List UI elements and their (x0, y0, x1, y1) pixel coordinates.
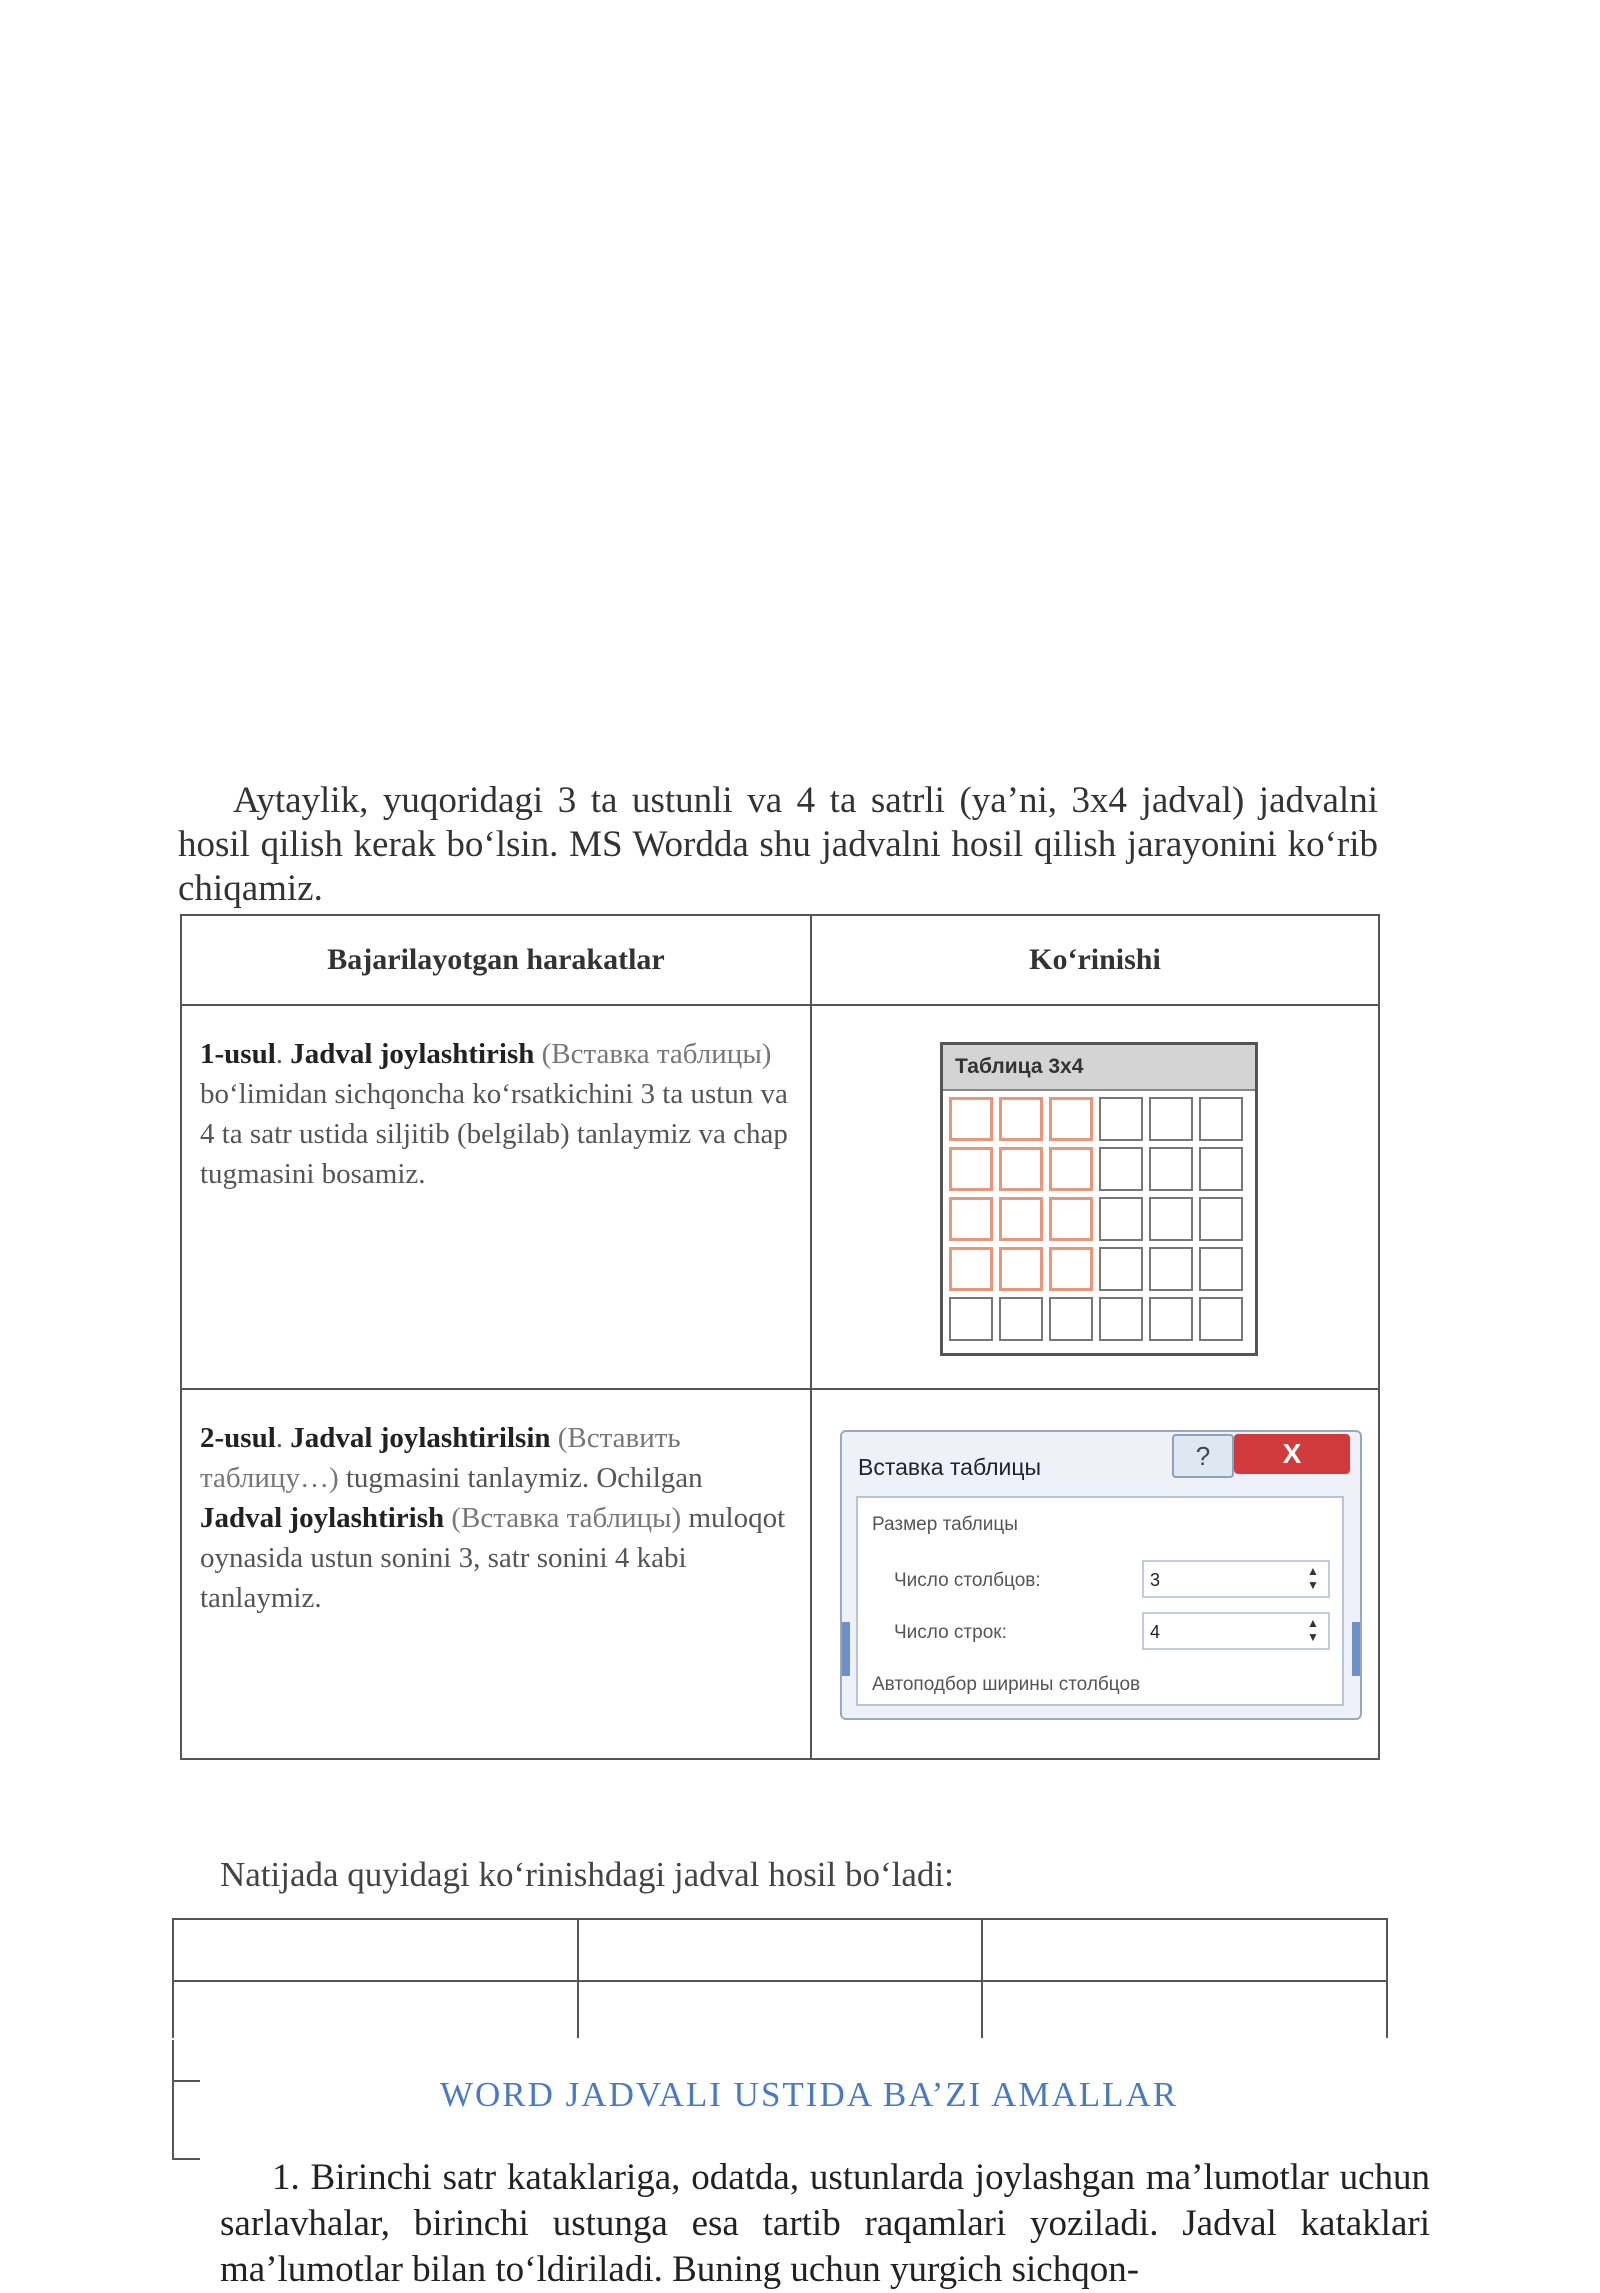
method-2-sep: . (275, 1422, 291, 1454)
grid-cell[interactable] (1199, 1247, 1243, 1291)
grid-cell[interactable] (1199, 1297, 1243, 1341)
method-1-view-cell (811, 1005, 1379, 1389)
grid-cell[interactable] (1099, 1147, 1143, 1191)
grid-cell[interactable] (999, 1147, 1043, 1191)
result-table-cell (173, 1919, 578, 1981)
grid-cell[interactable] (1049, 1097, 1093, 1141)
question-icon[interactable]: ? (1172, 1434, 1234, 1478)
grid-cell[interactable] (999, 1247, 1043, 1291)
grid-cell[interactable] (1099, 1197, 1143, 1241)
grid-cell[interactable] (999, 1297, 1043, 1341)
steps-header-row (181, 915, 1379, 1005)
table-edge-marks (172, 2040, 200, 2160)
table-grid-picker-title: Таблица 3x4 (943, 1045, 1255, 1091)
columns-spinner-icon[interactable]: ▲ ▼ (1307, 1564, 1319, 1592)
method-2-description-cell (181, 1389, 811, 1759)
table-size-label: Размер таблицы (872, 1514, 1018, 1535)
result-table-cell (982, 1919, 1387, 1981)
grid-cell[interactable] (1099, 1297, 1143, 1341)
steps-table (180, 914, 1380, 1760)
table-size-group (856, 1496, 1344, 1706)
grid-cell[interactable] (949, 1297, 993, 1341)
method-2-description (182, 1390, 810, 1618)
method-2-text-1: tugmasini tanlaymiz. Ochilgan (338, 1462, 703, 1494)
grid-cell[interactable] (1049, 1247, 1093, 1291)
insert-table-dialog (840, 1430, 1362, 1720)
grid-cell[interactable] (1149, 1297, 1193, 1341)
result-table-cell (173, 1981, 578, 2043)
result-table-cell (982, 1981, 1387, 2043)
body-paragraph: 1. Birinchi satr kataklariga, odatda, ustunlarda joylashgan ma’lumotlar uchun sarlavhalar, birinchi ustunga esa tartib raqamlari yoziladi. Jadval kataklari ma’lumotlar bilan to‘ldiriladi. Buning uchun yurgich sichqon- (220, 2157, 1430, 2290)
grid-cell[interactable] (1199, 1197, 1243, 1241)
method-1-title: Jadval joylashtirish (290, 1038, 535, 1070)
grid-cell[interactable] (949, 1147, 993, 1191)
grid-cell[interactable] (1199, 1147, 1243, 1191)
autofit-label: Автоподбор ширины столбцов (872, 1674, 1141, 1695)
grid-cell[interactable] (1149, 1247, 1193, 1291)
dialog-edge-left (842, 1622, 850, 1676)
grid-cell[interactable] (949, 1097, 993, 1141)
header-actions: Bajarilayotgan harakatlar (181, 915, 811, 1005)
result-caption: Natijada quyidagi ko‘rinishdagi jadval hosil bo‘ladi: (220, 1855, 954, 1894)
grid-cell[interactable] (1149, 1147, 1193, 1191)
grid-cell[interactable] (1149, 1097, 1193, 1141)
grid-cell[interactable] (1099, 1247, 1143, 1291)
close-icon[interactable]: X (1234, 1434, 1350, 1474)
rows-spinner-icon[interactable]: ▲ ▼ (1307, 1616, 1319, 1644)
grid-cell[interactable] (999, 1197, 1043, 1241)
method-2-view-cell (811, 1389, 1379, 1759)
dialog-title: Вставка таблицы (858, 1454, 1042, 1480)
rows-value: 4 (1150, 1622, 1161, 1642)
grid-cell[interactable] (1099, 1097, 1143, 1141)
columns-label: Число столбцов: (894, 1570, 1041, 1591)
method-1-russian: (Вставка таблицы) (534, 1038, 772, 1070)
result-table-cell (578, 1919, 983, 1981)
method-2-row (181, 1389, 1379, 1759)
method-2-text-2: muloqot oynasida ustun sonini 3, satr sonini 4 kabi tanlaymiz. (200, 1502, 786, 1614)
method-2-russian: (Вставить таблицу…) (200, 1422, 681, 1494)
grid-cell[interactable] (1049, 1297, 1093, 1341)
grid-cell[interactable] (1199, 1097, 1243, 1141)
result-table-row (173, 1981, 1387, 2043)
method-2-russian-2: (Вставка таблицы) (444, 1502, 682, 1534)
columns-input[interactable] (1142, 1560, 1330, 1598)
method-2-title-2: Jadval joylashtirish (200, 1502, 445, 1534)
table-grid-picker (940, 1042, 1258, 1356)
method-1-label: 1-usul (200, 1038, 276, 1070)
grid-cell[interactable] (949, 1197, 993, 1241)
method-1-description-cell (181, 1005, 811, 1389)
method-1-description (182, 1006, 810, 1194)
header-view: Ko‘rinishi (811, 915, 1379, 1005)
result-table-row (173, 1919, 1387, 1981)
grid-cell[interactable] (1149, 1197, 1193, 1241)
method-1-row (181, 1005, 1379, 1389)
rows-label: Число строк: (894, 1622, 1007, 1643)
method-2-title: Jadval joylashtirilsin (290, 1422, 551, 1454)
dialog-edge-right (1352, 1622, 1360, 1676)
intro-paragraph: Aytaylik, yuqoridagi 3 ta ustunli va 4 ta satrli (ya’ni, 3x4 jadval) jadvalni hosil qilish kerak bo‘lsin. MS Wordda shu jadvalni hosil qilish jarayonini ko‘rib chiqamiz. (178, 780, 1378, 909)
result-table-cell (578, 1981, 983, 2043)
grid-cell[interactable] (999, 1097, 1043, 1141)
grid-cell[interactable] (1049, 1147, 1093, 1191)
columns-value: 3 (1150, 1570, 1161, 1590)
rows-input[interactable] (1142, 1612, 1330, 1650)
section-heading: WORD JADVALI USTIDA BA’ZI AMALLAR (440, 2075, 1179, 2115)
grid-cell[interactable] (1049, 1197, 1093, 1241)
method-1-sep: . (275, 1038, 291, 1070)
method-1-text: bo‘limidan sichqoncha ko‘rsatkichini 3 ta ustun va 4 ta satr ustida siljitib (belgilab) tanlaymiz va chap tugmasini bosamiz. (200, 1078, 788, 1190)
grid-cell[interactable] (949, 1247, 993, 1291)
method-2-label: 2-usul (200, 1422, 276, 1454)
